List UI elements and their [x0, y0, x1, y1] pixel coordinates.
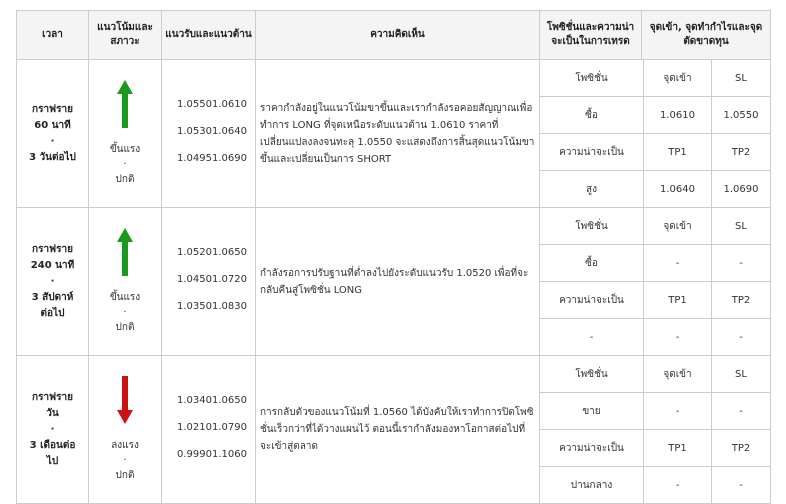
- header-time: เวลา: [17, 11, 89, 60]
- grid-cell: จุดเข้า: [644, 356, 712, 393]
- trend-label: ·: [123, 455, 127, 466]
- comment-cell: ราคากำลังอยู่ในแนวโน้มขาขึ้นและเรากำลังรอคอยสัญญาณเพื่อทำการ LONG ที่จุดเหนือระดับแนวต้าน 1.0610 ราคาที่เปลี่ยนแปลงลงจนทะลุ 1.0550 จะแสดงถึงการสิ้นสุดแนวโน้มขาขึ้นและเปลี่ยนเป็นการ SHORT: [256, 60, 540, 208]
- level-row: [163, 126, 254, 137]
- arrow-up-icon: [117, 228, 133, 276]
- resistance-value: 1.0640: [212, 126, 247, 137]
- support-value: 1.0340: [177, 395, 212, 406]
- trend-label: ·: [123, 159, 127, 170]
- resistance-value: 1.0690: [212, 153, 247, 164]
- grid-cell: -: [644, 245, 712, 282]
- trend-cell: [89, 60, 162, 208]
- position-grid-cell: [540, 356, 771, 504]
- grid-cell: โพซิชั่น: [540, 208, 644, 245]
- timeframe-line: กราฟราย: [32, 103, 73, 115]
- grid-row: [540, 356, 770, 393]
- grid-cell: 1.0550: [712, 97, 771, 134]
- support-value: 1.0530: [177, 126, 212, 137]
- grid-row: [540, 97, 770, 134]
- trend-label: ปกติ: [115, 322, 135, 333]
- timeframe-line: 3 วันต่อไป: [29, 151, 76, 163]
- trend-label: ลงแรง: [111, 440, 139, 451]
- support-value: 1.0550: [177, 99, 212, 110]
- grid-cell: ความน่าจะเป็น: [540, 430, 644, 467]
- timeframe-line: ไป: [46, 455, 59, 467]
- support-value: 1.0450: [177, 274, 212, 285]
- grid-cell: -: [644, 319, 712, 356]
- timeframe-line: ต่อไป: [40, 307, 65, 319]
- timeframe-cell: [17, 356, 89, 504]
- level-row: [163, 449, 254, 460]
- timeframe-line: 3 เดือนต่อ: [29, 439, 76, 451]
- timeframe-line: 3 สัปดาห์: [31, 291, 74, 303]
- grid-cell: ปานกลาง: [540, 467, 644, 504]
- table-row: [17, 208, 771, 356]
- timeframe-line: ·: [50, 423, 55, 435]
- level-row: [163, 422, 254, 433]
- grid-cell: 1.0610: [644, 97, 712, 134]
- header-levels: แนวรับและแนวต้าน: [162, 11, 256, 60]
- grid-row: [540, 245, 770, 282]
- timeframe-line: กราฟราย: [32, 243, 73, 255]
- level-row: [163, 274, 254, 285]
- header-position: โพซิชั่นและความน่าจะเป็นในการเทรด: [540, 11, 642, 60]
- position-grid: [540, 356, 770, 503]
- timeframe-cell: [17, 60, 89, 208]
- support-value: 0.9990: [177, 449, 212, 460]
- trend-cell: [89, 356, 162, 504]
- grid-cell: 1.0690: [723, 183, 759, 195]
- grid-cell: SL: [712, 60, 771, 97]
- grid-row: [540, 393, 770, 430]
- position-grid-cell: [540, 60, 771, 208]
- resistance-value: 1.0720: [212, 274, 247, 285]
- grid-cell: TP2: [712, 282, 771, 319]
- grid-cell: -: [540, 319, 644, 356]
- grid-row: [540, 134, 770, 171]
- resistance-value: 1.0830: [212, 301, 247, 312]
- support-value: 1.0495: [177, 153, 212, 164]
- support-value: 1.0350: [177, 301, 212, 312]
- support-value: 1.0520: [177, 247, 212, 258]
- grid-row: [540, 60, 770, 97]
- level-row: [163, 395, 254, 406]
- resistance-value: 1.0790: [212, 422, 247, 433]
- grid-cell: จุดเข้า: [644, 208, 712, 245]
- grid-cell: -: [739, 331, 743, 343]
- levels-cell: [162, 208, 256, 356]
- grid-cell: -: [644, 393, 712, 430]
- trend-label: ปกติ: [115, 174, 135, 185]
- header-targets: จุดเข้า, จุดทำกำไรและจุดตัดขาดทุน: [642, 11, 771, 60]
- grid-cell: สูง: [540, 171, 644, 208]
- position-grid: [540, 208, 770, 355]
- position-grid-cell: [540, 208, 771, 356]
- level-row: [163, 301, 254, 312]
- grid-cell: TP1: [644, 134, 712, 171]
- position-grid: [540, 60, 770, 207]
- grid-row: [540, 208, 770, 245]
- timeframe-cell: [17, 208, 89, 356]
- level-row: [163, 153, 254, 164]
- grid-cell: ซื้อ: [540, 97, 644, 134]
- trend-label: ขึ้นแรง: [109, 292, 141, 303]
- levels-cell: [162, 356, 256, 504]
- grid-row: [540, 319, 770, 356]
- grid-cell: โพซิชั่น: [540, 60, 644, 97]
- timeframe-line: กราฟราย: [32, 391, 73, 403]
- header-trend: แนวโน้มและสภาวะ: [89, 11, 162, 60]
- level-row: [163, 247, 254, 258]
- table-row: [17, 356, 771, 504]
- timeframe-line: 240 นาที: [30, 259, 75, 271]
- header-comment: ความคิดเห็น: [256, 11, 540, 60]
- comment-cell: การกลับตัวของแนวโน้มที่ 1.0560 ได้บังคับให้เราทำการปิดโพซิชั่นเร็วกว่าที่ได้วางแผนไว้ ตอนนี้เรากำลังมองหาโอกาสต่อไปที่จะเข้าสู่ตลาด: [256, 356, 540, 504]
- grid-cell: 1.0640: [644, 171, 712, 208]
- level-row: [163, 99, 254, 110]
- grid-cell: -: [712, 245, 771, 282]
- timeframe-line: ·: [50, 275, 55, 287]
- arrow-down-icon: [117, 376, 133, 424]
- grid-cell: TP1: [644, 282, 712, 319]
- grid-cell: TP1: [644, 430, 712, 467]
- table-row: [17, 60, 771, 208]
- comment-cell: กำลังรอการปรับฐานที่ต่ำลงไปยังระดับแนวรับ 1.0520 เพื่อที่จะกลับคืนสู่โพซิชั่น LONG: [256, 208, 540, 356]
- grid-cell: -: [644, 467, 712, 504]
- trend-label: ·: [123, 307, 127, 318]
- levels-cell: [162, 60, 256, 208]
- header-row: [17, 11, 771, 60]
- grid-cell: โพซิชั่น: [540, 356, 644, 393]
- timeframe-line: ·: [50, 135, 55, 147]
- grid-cell: SL: [712, 356, 771, 393]
- grid-cell: ความน่าจะเป็น: [540, 282, 644, 319]
- arrow-up-icon: [117, 80, 133, 128]
- trend-label: ปกติ: [115, 470, 135, 481]
- resistance-value: 1.0610: [212, 99, 247, 110]
- resistance-value: 1.1060: [212, 449, 247, 460]
- grid-cell: -: [712, 393, 771, 430]
- grid-cell: ขาย: [540, 393, 644, 430]
- resistance-value: 1.0650: [212, 395, 247, 406]
- grid-row: [540, 430, 770, 467]
- timeframe-line: วัน: [46, 407, 59, 419]
- resistance-value: 1.0650: [212, 247, 247, 258]
- grid-cell: จุดเข้า: [644, 60, 712, 97]
- grid-cell: ความน่าจะเป็น: [540, 134, 644, 171]
- grid-cell: TP2: [712, 430, 771, 467]
- grid-cell: SL: [712, 208, 771, 245]
- grid-row: [540, 467, 770, 504]
- trend-label: ขึ้นแรง: [109, 144, 141, 155]
- timeframe-line: 60 นาที: [34, 119, 71, 131]
- grid-cell: TP2: [712, 134, 771, 171]
- support-value: 1.0210: [177, 422, 212, 433]
- grid-row: [540, 171, 770, 208]
- grid-cell: -: [739, 479, 743, 491]
- grid-row: [540, 282, 770, 319]
- trend-cell: [89, 208, 162, 356]
- grid-cell: ซื้อ: [540, 245, 644, 282]
- forecast-table: [16, 10, 771, 504]
